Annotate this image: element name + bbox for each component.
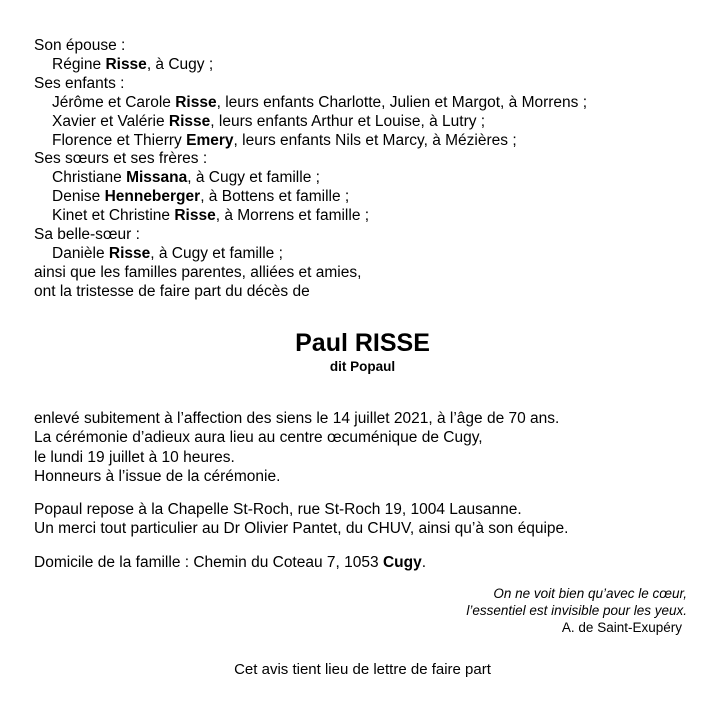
domicile-period: . xyxy=(421,554,426,571)
siblings-heading: Ses sœurs et ses frères : xyxy=(34,150,208,168)
child-details: , leurs enfants Arthur et Louise, à Lutry ; xyxy=(210,112,486,130)
honours-line: Honneurs à l’issue de la cérémonie. xyxy=(34,467,281,485)
child-entry xyxy=(34,113,587,132)
deceased-name: Paul RISSE xyxy=(295,329,430,357)
domicile-address: Domicile de la famille : Chemin du Coteau 7, 1053 xyxy=(34,554,383,571)
thanks-line: Un merci tout particulier au Dr Olivier Pantet, du CHUV, ainsi qu’à son équipe. xyxy=(34,520,569,538)
child-details: , leurs enfants Charlotte, Julien et Margot, à Morrens ; xyxy=(216,93,588,111)
sister-in-law-details: , à Cugy et famille ; xyxy=(150,244,283,262)
repose-section xyxy=(34,500,568,539)
footer-note: Cet avis tient lieu de lettre de faire part xyxy=(234,661,491,678)
sibling-entry xyxy=(34,169,587,188)
child-surname: Emery xyxy=(186,131,234,149)
ceremony-location-line: La cérémonie d’adieux aura lieu au centre œcuménique de Cugy, xyxy=(34,429,483,447)
child-first-names: Florence et Thierry xyxy=(52,131,187,149)
deceased-nickname: dit Popaul xyxy=(329,359,396,374)
spouse-location: , à Cugy ; xyxy=(146,55,214,73)
ceremony-time-line: le lundi 19 juillet à 10 heures. xyxy=(34,448,235,466)
repose-location-line: Popaul repose à la Chapelle St-Roch, rue St-Roch 19, 1004 Lausanne. xyxy=(34,501,522,518)
family-domicile xyxy=(34,553,426,572)
sibling-details: , à Morrens et famille ; xyxy=(215,207,370,225)
closing-line-announcement: ont la tristesse de faire part du décès de xyxy=(34,282,310,300)
child-surname: Risse xyxy=(168,112,211,130)
sibling-entry xyxy=(34,188,587,207)
spouse-heading: Son épouse : xyxy=(34,37,126,54)
sibling-details: , à Bottens et famille ; xyxy=(200,188,350,206)
sister-in-law-entry xyxy=(34,245,587,264)
child-entry xyxy=(34,132,587,151)
sibling-first-names: Christiane xyxy=(52,169,127,187)
sister-in-law-surname: Risse xyxy=(108,244,151,262)
spouse-first-name: Régine xyxy=(52,55,106,73)
closing-quote xyxy=(466,585,687,636)
closing-line-relatives: ainsi que les familles parentes, alliées et amies, xyxy=(34,263,362,281)
child-first-names: Xavier et Valérie xyxy=(52,112,169,130)
sibling-surname: Risse xyxy=(174,207,216,225)
spouse-surname: Risse xyxy=(105,55,147,73)
sibling-details: , à Cugy et famille ; xyxy=(187,169,320,187)
child-surname: Risse xyxy=(175,93,217,111)
sibling-entry xyxy=(34,207,587,226)
sibling-first-names: Denise xyxy=(52,188,105,206)
sister-in-law-heading: Sa belle-sœur : xyxy=(34,226,140,244)
spouse-entry xyxy=(34,56,587,75)
quote-line-1: On ne voit bien qu’avec le cœur, xyxy=(493,586,687,601)
sibling-first-names: Kinet et Christine xyxy=(52,207,175,225)
child-details: , leurs enfants Nils et Marcy, à Mézières ; xyxy=(233,131,517,149)
child-first-names: Jérôme et Carole xyxy=(52,93,176,111)
sibling-surname: Missana xyxy=(126,169,188,187)
family-list xyxy=(34,37,587,302)
quote-author: A. de Saint-Exupéry xyxy=(561,620,682,635)
children-heading: Ses enfants : xyxy=(34,74,125,92)
sibling-surname: Henneberger xyxy=(104,188,201,206)
sister-in-law-first-name: Danièle xyxy=(52,244,109,262)
death-date-line: enlevé subitement à l’affection des siens le 14 juillet 2021, à l’âge de 70 ans. xyxy=(34,410,560,427)
domicile-town: Cugy xyxy=(382,554,422,571)
child-entry xyxy=(34,94,587,113)
quote-line-2: l’essentiel est invisible pour les yeux. xyxy=(466,603,687,618)
death-announcement xyxy=(34,409,559,486)
